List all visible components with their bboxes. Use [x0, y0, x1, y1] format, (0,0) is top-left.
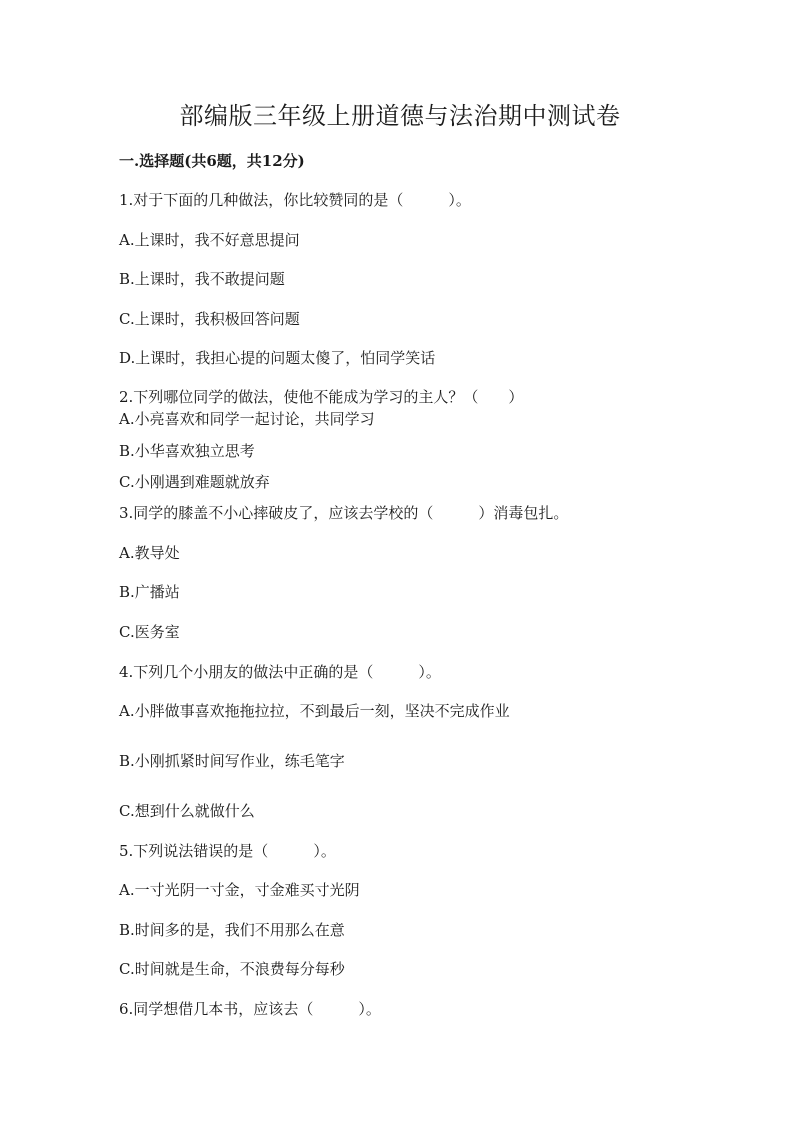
question-3-option-b: B.广播站 — [119, 583, 180, 601]
section-heading: 一.选择题(共6题，共12分) — [119, 152, 305, 170]
question-5-option-c: C.时间就是生命，不浪费每分每秒 — [119, 960, 345, 978]
question-2-option-c: C.小刚遇到难题就放弃 — [119, 473, 270, 491]
question-3-stem: 3.同学的膝盖不小心摔破皮了，应该去学校的（ ）消毒包扎。 — [119, 504, 569, 522]
question-1-option-b: B.上课时，我不敢提问题 — [119, 270, 285, 288]
question-6-stem: 6.同学想借几本书，应该去（ ）。 — [119, 1000, 381, 1018]
question-1-option-a: A.上课时，我不好意思提问 — [119, 231, 300, 249]
question-5-option-a: A.一寸光阴一寸金，寸金难买寸光阴 — [119, 881, 360, 899]
question-5-stem: 5.下列说法错误的是（ ）。 — [119, 842, 336, 860]
question-3-option-a: A.教导处 — [119, 544, 180, 562]
document-title: 部编版三年级上册道德与法治期中测试卷 — [179, 102, 621, 130]
question-2-stem: 2.下列哪位同学的做法，使他不能成为学习的主人？（ ） — [119, 388, 524, 406]
question-1-stem: 1.对于下面的几种做法，你比较赞同的是（ ）。 — [119, 191, 471, 209]
question-4-option-b: B.小刚抓紧时间写作业，练毛笔字 — [119, 752, 345, 770]
question-1-option-d: D.上课时，我担心提的问题太傻了，怕同学笑话 — [119, 349, 436, 367]
question-1-option-c: C.上课时，我积极回答问题 — [119, 310, 300, 328]
question-2-option-a: A.小亮喜欢和同学一起讨论，共同学习 — [119, 410, 375, 428]
question-2-option-b: B.小华喜欢独立思考 — [119, 442, 255, 460]
question-4-option-c: C.想到什么就做什么 — [119, 802, 255, 820]
question-4-stem: 4.下列几个小朋友的做法中正确的是（ ）。 — [119, 663, 441, 681]
question-5-option-b: B.时间多的是，我们不用那么在意 — [119, 921, 345, 939]
question-3-option-c: C.医务室 — [119, 623, 180, 641]
question-4-option-a: A.小胖做事喜欢拖拖拉拉，不到最后一刻，坚决不完成作业 — [119, 702, 510, 720]
